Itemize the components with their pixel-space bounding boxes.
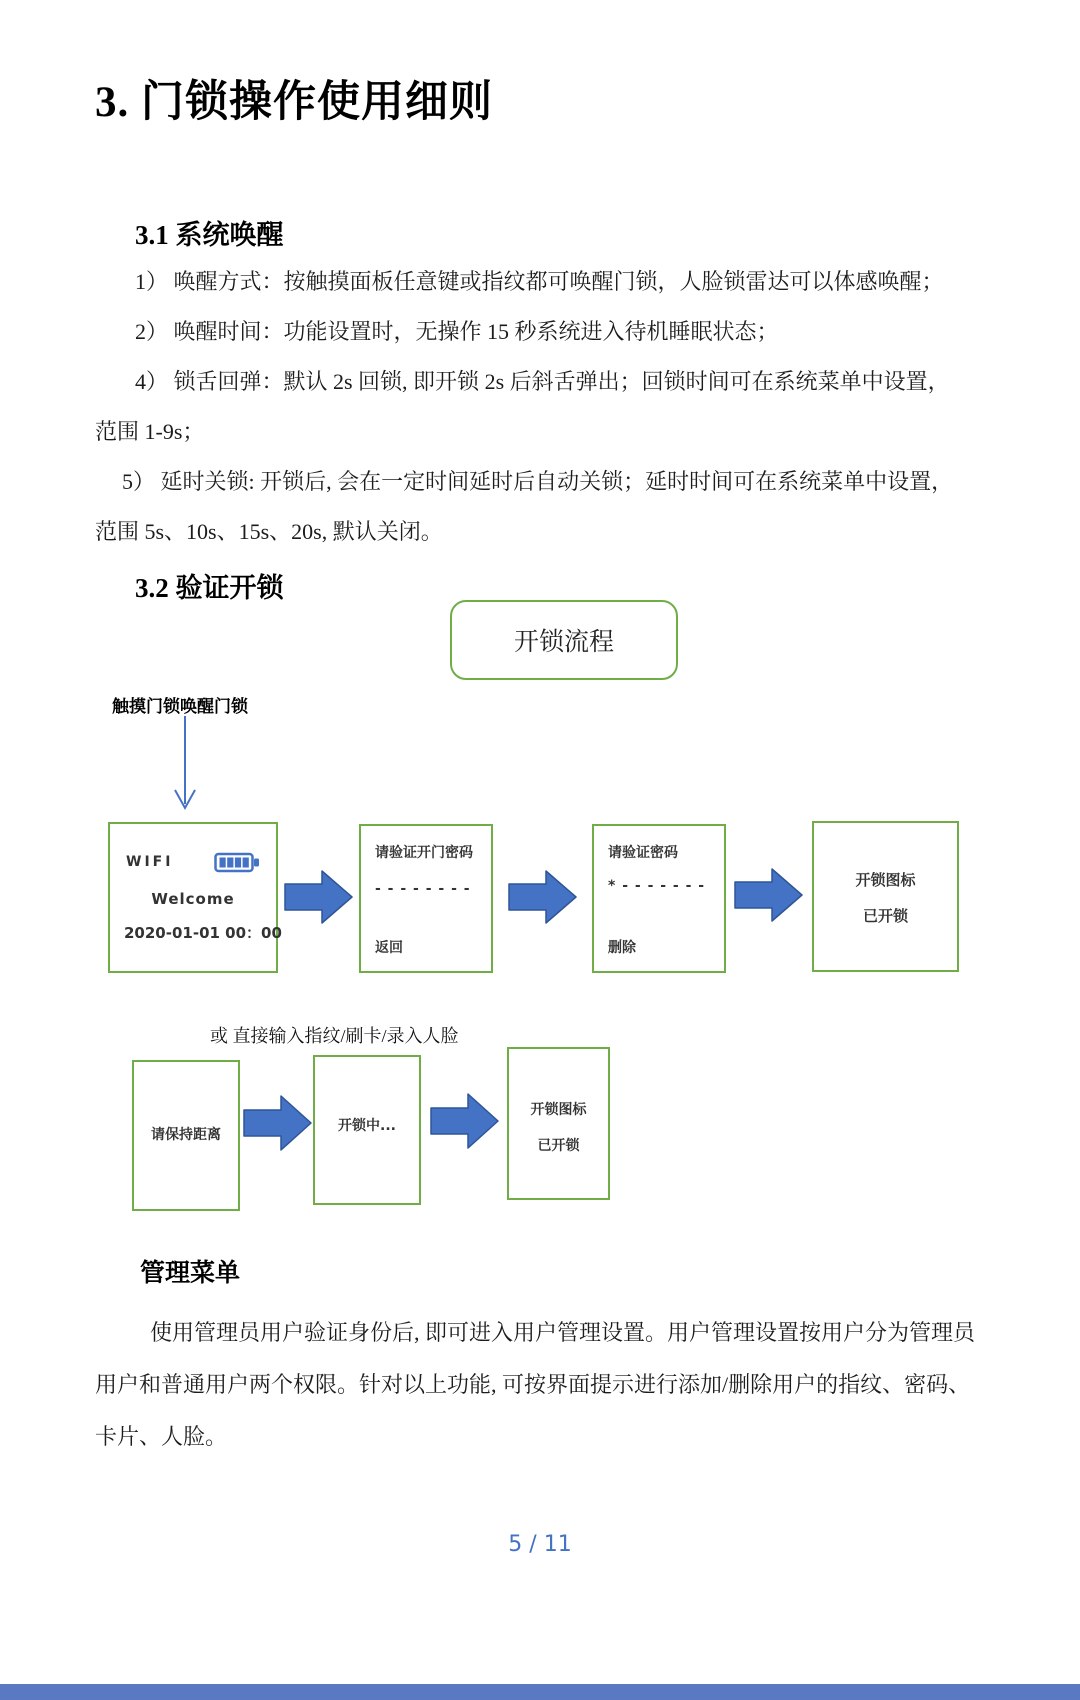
list-item: 2） 唤醒时间：功能设置时，无操作 15 秒系统进入待机睡眠状态；: [135, 319, 779, 344]
management-heading: 管理菜单: [140, 1260, 241, 1287]
section-3-2-heading: 3.2 验证开锁: [135, 573, 284, 603]
alt-method-label: 或 直接输入指纹/刷卡/录入人脸: [210, 1026, 459, 1046]
unlocking-label: 开锁中...: [338, 1118, 396, 1134]
flow-screen-distance: [132, 1060, 240, 1211]
flow-screen-unlocked: [812, 821, 959, 972]
unlocked-label: 已开锁: [862, 907, 908, 925]
paragraph-line: 使用管理员用户验证身份后, 即可进入用户管理设置。用户管理设置按用户分为管理员: [150, 1320, 976, 1345]
datetime-label: 2020-01-01 00：00: [124, 924, 282, 942]
flow-screen-unlocked-2: [507, 1047, 610, 1200]
list-item: 4） 锁舌回弹：默认 2s 回锁, 即开锁 2s 后斜舌弹出；回锁时间可在系统菜单中设置，: [135, 369, 950, 394]
flow-title-label: 开锁流程: [513, 627, 614, 656]
delete-label: 删除: [608, 940, 636, 956]
verify-prompt: 请验证密码: [608, 845, 678, 861]
battery-icon: [214, 852, 260, 874]
masked-input: * - - - - - - -: [608, 878, 706, 894]
page-number: 5 / 11: [508, 1532, 572, 1557]
password-prompt: 请验证开门密码: [375, 845, 473, 861]
back-label: 返回: [375, 940, 403, 956]
unlock-icon-label: 开锁图标: [855, 871, 916, 889]
flow-title-box: [450, 600, 678, 680]
page-title: 3. 门锁操作使用细则: [95, 79, 493, 126]
flow-screen-idle: [108, 822, 282, 973]
bottom-bar: [0, 1684, 1080, 1700]
arrow-right-icon: [734, 866, 804, 924]
flow-screen-password: [359, 824, 493, 973]
unlock-icon-label: 开锁图标: [530, 1102, 587, 1118]
arrow-right-icon: [284, 868, 354, 926]
distance-label: 请保持距离: [151, 1127, 221, 1143]
arrow-right-icon: [430, 1090, 500, 1152]
section-3-1-heading: 3.1 系统唤醒: [135, 220, 284, 250]
unlocked-label: 已开锁: [537, 1138, 580, 1154]
wifi-label: WIFI: [126, 854, 174, 870]
welcome-label: Welcome: [151, 890, 235, 908]
list-item: 5） 延时关锁: 开锁后, 会在一定时间延时后自动关锁；延时时间可在系统菜单中设置，: [122, 469, 954, 494]
wake-label: 触摸门锁唤醒门锁: [112, 697, 248, 716]
list-item: 1） 唤醒方式：按触摸面板任意键或指纹都可唤醒门锁，人脸锁雷达可以体感唤醒；: [135, 269, 944, 294]
password-dashes: - - - - - - - -: [375, 881, 471, 897]
list-item-continuation: 范围 5s、10s、15s、20s, 默认关闭。: [95, 519, 443, 544]
flow-screen-unlocking: [313, 1055, 421, 1205]
arrow-down-icon: [170, 716, 200, 818]
paragraph-line: 用户和普通用户两个权限。针对以上功能, 可按界面提示进行添加/删除用户的指纹、密码、: [95, 1372, 971, 1397]
arrow-right-icon: [508, 868, 578, 926]
flow-screen-verify: [592, 824, 726, 973]
list-item-continuation: 范围 1-9s；: [95, 419, 205, 444]
arrow-right-icon: [243, 1092, 313, 1154]
paragraph-line: 卡片、人脸。: [95, 1424, 228, 1449]
